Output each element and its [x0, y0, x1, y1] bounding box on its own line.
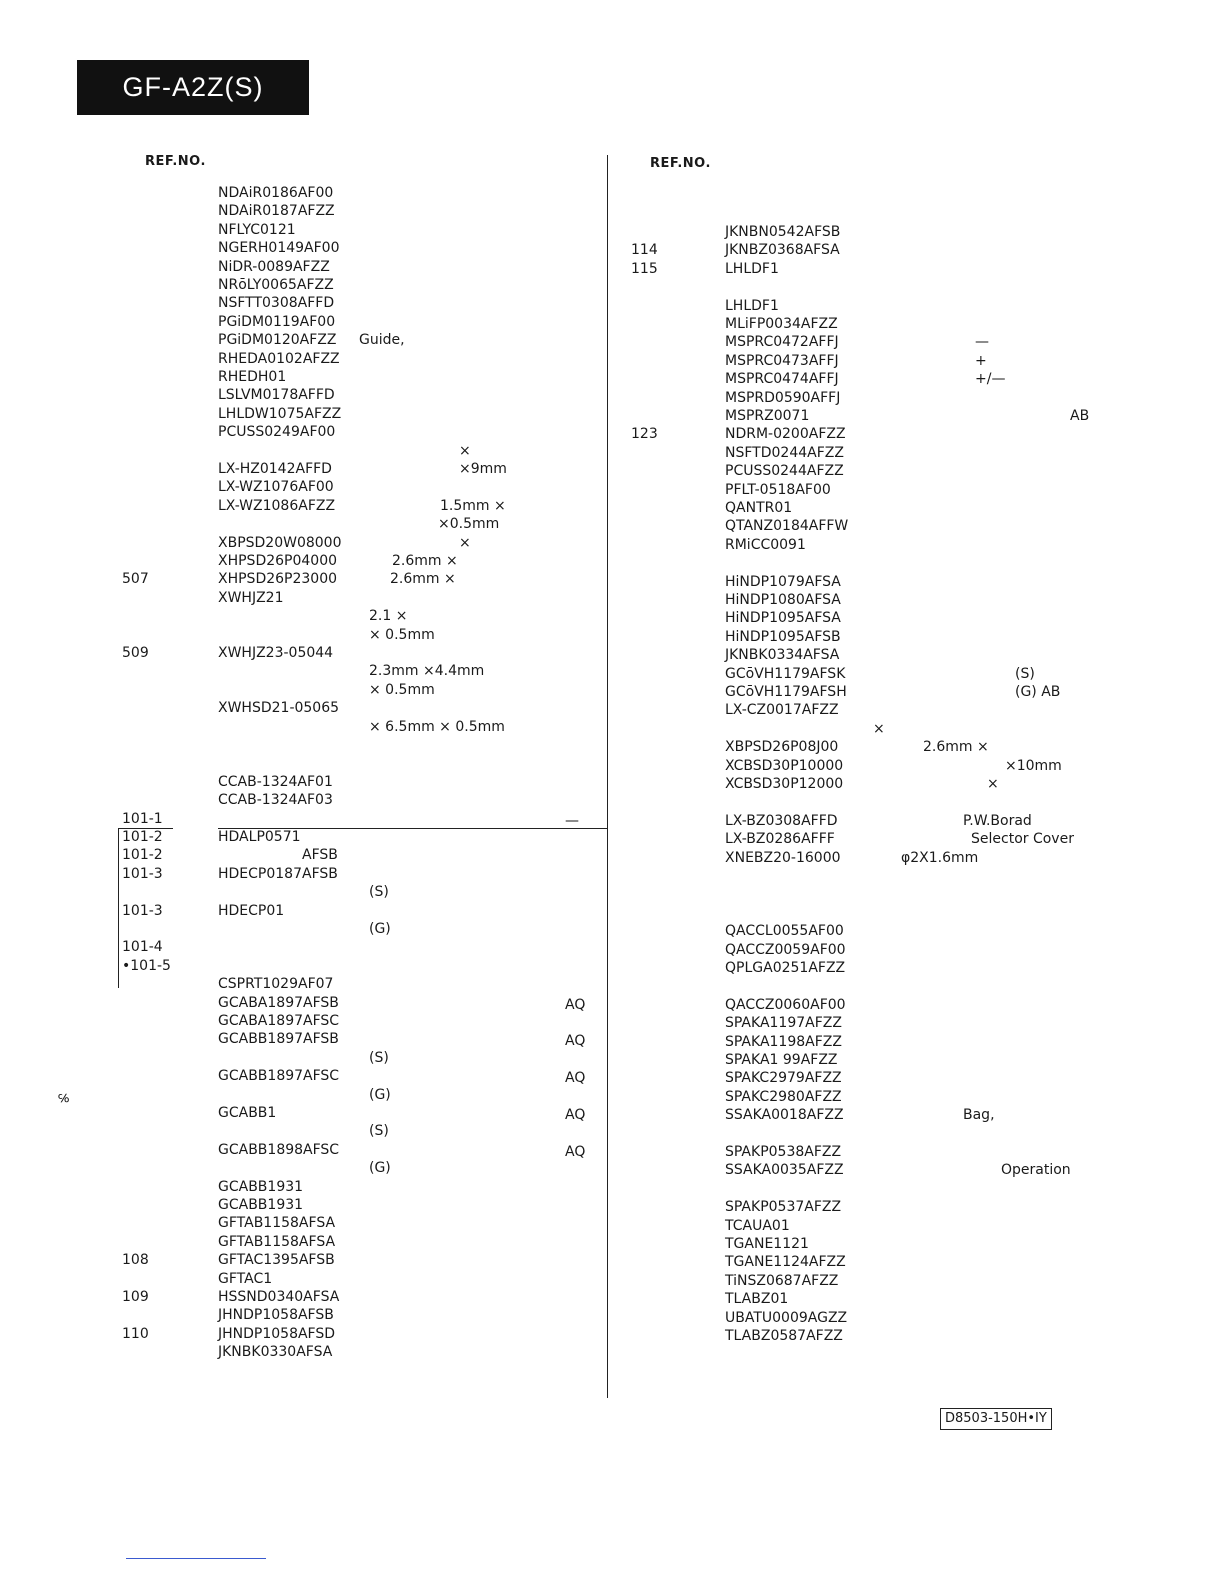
part-number: JHNDP1058AFSB [218, 1307, 334, 1324]
left-ref-header: REF.NO. [145, 154, 206, 169]
part-number: RMiCC0091 [725, 536, 806, 553]
ref-number: 101-4 [122, 939, 163, 956]
part-number: TGANE1124AFZZ [725, 1254, 846, 1271]
part-number: XCBSD30P10000 [725, 757, 844, 774]
price-rank: — [565, 812, 579, 829]
part-number: HDECP01 [218, 902, 285, 919]
part-description: (S) [369, 884, 389, 901]
part-number: XBPSD20W08000 [218, 534, 342, 551]
part-number: LX-BZ0308AFFD [725, 812, 838, 829]
part-number: XWHJZ21 [218, 589, 284, 606]
price-rank: AQ [565, 1143, 586, 1160]
column-divider [607, 155, 608, 1398]
document-code: D8503-150H•IY [940, 1408, 1052, 1430]
part-number: XHPSD26P04000 [218, 553, 338, 569]
ref-number: 101-2 [122, 847, 163, 864]
part-description: 2.6mm × [392, 553, 458, 569]
part-number: GCABB1931 [218, 1178, 304, 1195]
part-number: HiNDP1080AFSA [725, 592, 841, 608]
part-description: +/— [975, 371, 1006, 388]
ref-number: 109 [122, 1289, 149, 1305]
part-number: GCABB1931 [218, 1197, 304, 1213]
part-number: NRōLY0065AFZZ [218, 277, 334, 293]
part-number: QACCZ0060AF00 [725, 996, 846, 1013]
part-description: 2.6mm × [923, 739, 989, 756]
part-description: 1.5mm × [440, 497, 506, 514]
part-number: XWHJZ23-05044 [218, 645, 334, 661]
price-rank: AQ [565, 1070, 586, 1087]
part-number: SPAKC2980AFZZ [725, 1088, 842, 1105]
part-number: GCABB1 [218, 1105, 277, 1121]
part-number: LX-WZ1086AFZZ [218, 497, 336, 514]
part-number: LHLDW1075AFZZ [218, 405, 342, 422]
part-number: HiNDP1079AFSA [725, 573, 841, 590]
part-number: NSFTD0244AFZZ [725, 444, 844, 461]
part-description: Guide, [359, 332, 405, 349]
part-number: GFTAB1158AFSA [218, 1215, 336, 1232]
price-rank: AQ [565, 1033, 586, 1050]
part-number: SPAKA1198AFZZ [725, 1033, 842, 1050]
part-number: XHPSD26P23000 [218, 571, 338, 588]
part-description: ×0.5mm [438, 516, 500, 533]
part-number: NSFTT0308AFFD [218, 295, 335, 312]
part-number: XNEBZ20-16000 [725, 849, 841, 866]
part-description: 2.3mm ×4.4mm [369, 663, 485, 680]
bottom-rule [126, 1558, 266, 1559]
part-description: (G) [369, 1086, 391, 1103]
part-number: MSPRD0590AFFJ [725, 389, 841, 406]
part-number: LX-BZ0286AFFF [725, 831, 835, 848]
part-description: (S) [1015, 665, 1035, 682]
part-description: (G) [369, 1160, 391, 1177]
part-description: × [987, 776, 999, 792]
part-description: × 0.5mm [369, 681, 435, 698]
part-number: RHEDH01 [218, 369, 287, 385]
part-description: × [459, 534, 471, 551]
part-number: HiNDP1095AFSA [725, 610, 841, 627]
part-description: × 6.5mm × 0.5mm [369, 718, 505, 735]
part-number: QANTR01 [725, 500, 793, 516]
part-description: φ2X1.6mm [901, 849, 979, 866]
part-number: XCBSD30P12000 [725, 776, 844, 792]
part-description: × 0.5mm [369, 626, 435, 643]
part-number: LX-HZ0142AFFD [218, 461, 332, 477]
part-number: MSPRC0473AFFJ [725, 352, 839, 369]
part-description: 2.1 × [369, 608, 408, 625]
model-title: GF-A2Z(S) [77, 60, 309, 115]
part-number: NiDR-0089AFZZ [218, 258, 330, 275]
part-number: SSAKA0035AFZZ [725, 1162, 844, 1179]
part-number: UBATU0009AGZZ [725, 1309, 848, 1326]
part-description: (G) AB [1015, 684, 1061, 700]
part-number: LX-WZ1076AF00 [218, 479, 334, 496]
part-number: QACCZ0059AF00 [725, 941, 846, 958]
part-number: LHLDF1 [725, 260, 779, 277]
ref-bracket [118, 828, 119, 988]
part-number: JHNDP1058AFSD [218, 1325, 336, 1342]
part-number: HiNDP1095AFSB [725, 628, 841, 645]
part-number: HSSND0340AFSA [218, 1289, 340, 1305]
part-number: SPAKP0538AFZZ [725, 1144, 842, 1160]
part-number: CCAB-1324AF03 [218, 792, 333, 809]
part-description: Selector Cover [971, 831, 1074, 848]
part-number: GCABA1897AFSB [218, 994, 339, 1011]
part-number: MSPRC0474AFFJ [725, 371, 839, 388]
part-number: MSPRZ0071 [725, 408, 810, 424]
part-description: (S) [369, 1123, 389, 1140]
part-description: ×9mm [459, 461, 507, 477]
part-number: JKNBK0330AFSA [218, 1344, 333, 1361]
part-number: HDALP0571 [218, 829, 301, 845]
part-description: — [975, 334, 989, 351]
ref-number: 507 [122, 571, 149, 588]
part-number: CSPRT1029AF07 [218, 976, 334, 993]
part-number: TLABZ01 [725, 1291, 789, 1308]
ref-number: 101-2 [122, 829, 163, 845]
part-number: MSPRC0472AFFJ [725, 334, 839, 351]
part-number: NDRM-0200AFZZ [725, 426, 846, 443]
part-number: RHEDA0102AFZZ [218, 350, 340, 367]
part-number: AFSB [302, 847, 338, 864]
part-number: SPAKA1197AFZZ [725, 1015, 842, 1032]
part-number: LSLVM0178AFFD [218, 387, 335, 404]
part-number: GCABB1897AFSC [218, 1068, 340, 1085]
ref-number: 101-3 [122, 865, 163, 882]
ref-number: 114 [631, 242, 658, 259]
part-number: CCAB-1324AF01 [218, 773, 333, 790]
part-number: TCAUA01 [725, 1217, 790, 1234]
part-number: TGANE1121 [725, 1236, 809, 1252]
part-description: Bag, [963, 1107, 995, 1124]
part-number: NDAiR0187AFZZ [218, 203, 335, 220]
part-number: TiNSZ0687AFZZ [725, 1272, 839, 1289]
part-number: GCōVH1179AFSH [725, 684, 847, 700]
stray-mark: ℅ [58, 1092, 70, 1105]
part-description: (G) [369, 921, 391, 937]
part-number: PCUSS0244AFZZ [725, 463, 844, 480]
part-number: GFTAB1158AFSA [218, 1233, 336, 1250]
price-rank: AQ [565, 996, 586, 1013]
right-ref-header: REF.NO. [650, 156, 711, 171]
part-number: GCABB1898AFSC [218, 1141, 340, 1158]
part-description: Operation [1001, 1162, 1071, 1179]
part-number: SPAKA1 99AFZZ [725, 1052, 838, 1068]
part-number: SPAKP0537AFZZ [725, 1199, 842, 1216]
part-number: HDECP0187AFSB [218, 865, 338, 882]
part-number: PGiDM0119AF00 [218, 313, 336, 330]
part-number: QPLGA0251AFZZ [725, 960, 846, 976]
part-number: PGiDM0120AFZZ [218, 332, 337, 349]
part-description: P.W.Borad [963, 812, 1032, 829]
ref-number: 110 [122, 1325, 149, 1342]
part-number: SPAKC2979AFZZ [725, 1070, 842, 1087]
part-number: NFLYC0121 [218, 221, 296, 238]
ref-number: 509 [122, 645, 149, 661]
part-number: XBPSD26P08J00 [725, 739, 839, 756]
part-number: PCUSS0249AF00 [218, 424, 336, 441]
part-number: NGERH0149AF00 [218, 240, 340, 257]
part-number: GCABB1897AFSB [218, 1031, 339, 1048]
part-description: × [459, 442, 471, 459]
part-number: GCōVH1179AFSK [725, 665, 846, 682]
ref-number: •101-5 [122, 957, 171, 974]
part-description: × [873, 720, 885, 737]
part-number: GFTAC1 [218, 1270, 273, 1287]
part-number: XWHSD21-05065 [218, 700, 340, 717]
ref-number: 101-3 [122, 902, 163, 919]
part-description: 2.6mm × [390, 571, 456, 588]
part-number: LHLDF1 [725, 297, 779, 314]
part-number: GFTAC1395AFSB [218, 1252, 335, 1269]
ref-number: 101-1 [122, 810, 163, 827]
ref-number: 108 [122, 1252, 149, 1269]
part-number: TLABZ0587AFZZ [725, 1328, 843, 1344]
part-description: ×10mm [1005, 757, 1062, 774]
ref-number: 115 [631, 260, 658, 277]
ref-number: 123 [631, 426, 658, 443]
part-description: (S) [369, 1049, 389, 1066]
part-number: JKNBZ0368AFSA [725, 242, 840, 259]
part-number: LX-CZ0017AFZZ [725, 702, 839, 719]
part-number: GCABA1897AFSC [218, 1013, 340, 1029]
part-number: MLiFP0034AFZZ [725, 316, 838, 332]
price-rank: AQ [565, 1107, 586, 1123]
part-description: + [975, 352, 987, 369]
part-description: AB [1070, 408, 1090, 424]
part-number: QTANZ0184AFFW [725, 518, 849, 535]
part-number: NDAiR0186AF00 [218, 185, 334, 201]
part-number: SSAKA0018AFZZ [725, 1107, 844, 1124]
part-number: PFLT-0518AF00 [725, 481, 831, 498]
part-number: JKNBK0334AFSA [725, 647, 840, 664]
part-number: QACCL0055AF00 [725, 923, 844, 940]
part-number: JKNBN0542AFSB [725, 224, 841, 240]
